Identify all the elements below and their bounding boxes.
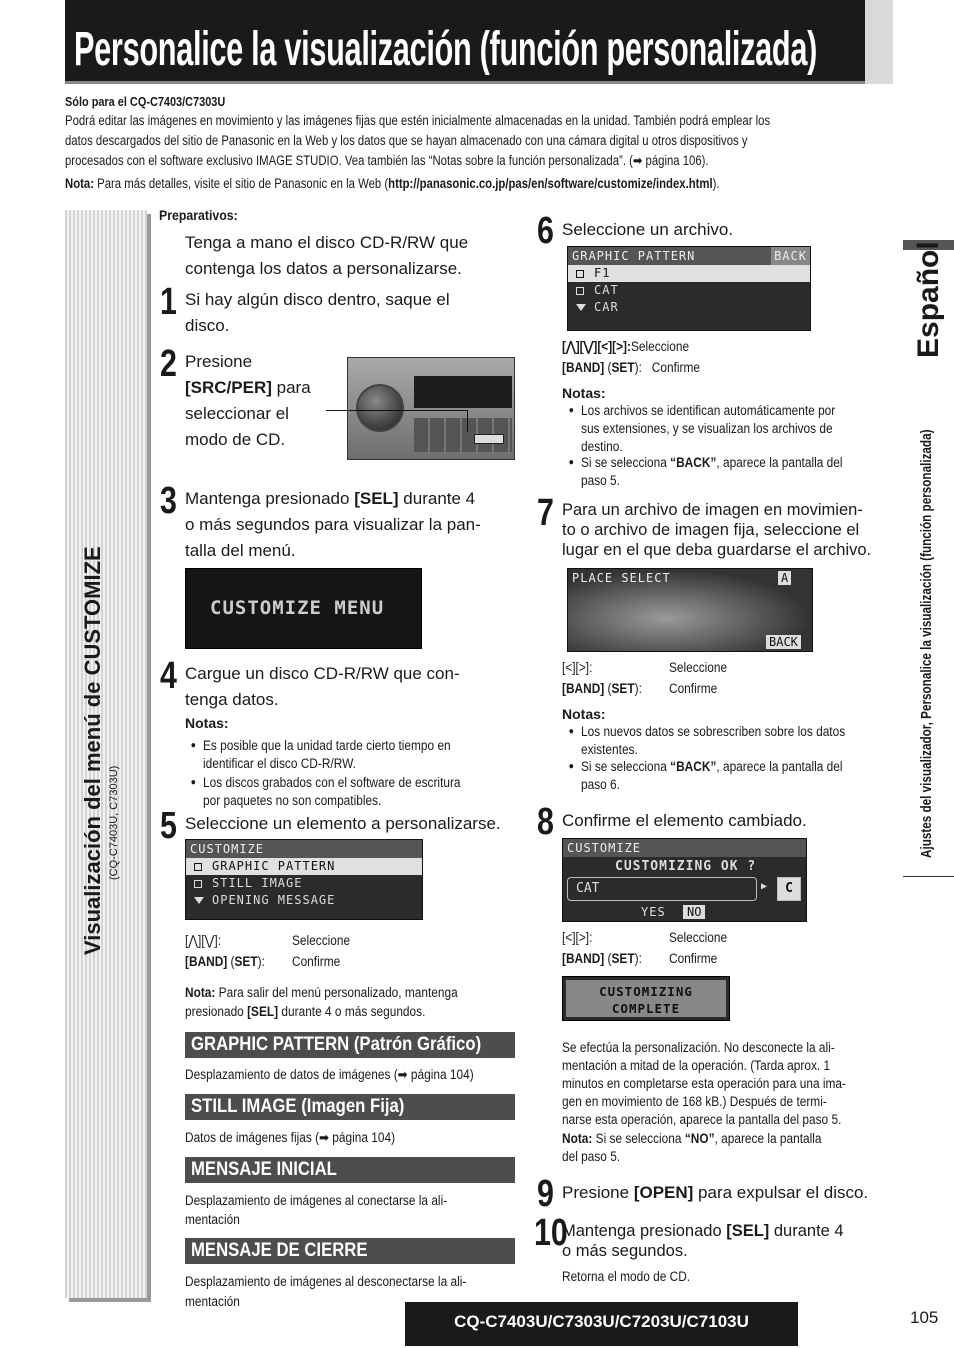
note-item: existentes. <box>581 742 638 757</box>
note-item: paso 6. <box>581 777 620 792</box>
slot-indicator: C <box>777 877 801 901</box>
section-text: Desplazamiento de datos de imágenes (➡ página 104) <box>185 1067 474 1082</box>
note: del paso 5. <box>562 1149 621 1164</box>
footer-models: CQ-C7403U/C7303U/C7203U/C7103U <box>405 1302 798 1346</box>
note-item: sus extensiones, y se visualizan los archivos de <box>581 421 833 436</box>
step-number: 1 <box>160 281 177 323</box>
complete-text: CUSTOMIZING <box>599 984 693 999</box>
sidebar-stripe <box>65 210 147 1298</box>
note-item: ● Si se selecciona “BACK”, aparece la pantalla del <box>581 758 843 776</box>
screen-header: CUSTOMIZE <box>563 839 806 857</box>
menu-item-opening-message[interactable]: OPENING MESSAGE <box>186 892 422 909</box>
customize-screen <box>185 839 423 920</box>
step-number: 6 <box>537 210 554 252</box>
src-per-button <box>474 434 504 444</box>
step-text: Mantenga presionado [SEL] durante 4 <box>185 489 476 508</box>
key-label: [BAND] (SET): Confirme <box>562 360 700 375</box>
intro-line: procesados con el software exclusivo IMAGE STUDIO. Vea también las “Notas sobre la función personalizada”. (➡ página 106). <box>65 153 709 168</box>
page-title: Personalice la visualización (función personalizada) <box>74 23 818 76</box>
note: presionado [SEL] durante 4 o más segundos. <box>185 1004 426 1019</box>
section-text: Desplazamiento de imágenes al conectarse la ali- <box>185 1193 448 1208</box>
intro-line: datos descargados del sitio de Panasonic en la Web y los datos que se hayan almacenado con una cámara digital u otros dispositivos y <box>65 133 748 148</box>
sidebar-title: Visualización del menú de CUSTOMIZE <box>80 546 105 955</box>
models-note: Sólo para el CQ-C7403/C7303U <box>65 94 226 109</box>
prep-text: contenga los datos a personalizarse. <box>185 259 462 278</box>
step-text: Si hay algún disco dentro, saque el <box>185 290 450 309</box>
section-still-image: STILL IMAGE (Imagen Fija) <box>185 1094 515 1120</box>
step-text: Presione <box>185 352 253 371</box>
page-number: 105 <box>910 1308 939 1327</box>
note-item: ● Los discos grabados con el software de escritura <box>203 774 461 792</box>
stereo-display <box>414 376 512 408</box>
step-number: 3 <box>160 480 177 522</box>
menu-item-still-image[interactable]: STILL IMAGE <box>186 875 422 892</box>
key-label: [<][>]: <box>562 930 593 945</box>
key-label: [<][>]: <box>562 660 593 675</box>
step-number: 2 <box>160 343 177 385</box>
prep-text: Tenga a mano el disco CD-R/RW que <box>185 233 469 252</box>
step-text: o más segundos para visualizar la pan- <box>185 515 481 534</box>
intro-note: Nota: Para más detalles, visite el sitio de Panasonic en la Web (http://panasonic.co.jp/pas/en/software/customize/index.html). <box>65 176 720 191</box>
step-text: lugar en el que deba guardarse el archivo. <box>562 541 872 559</box>
divider <box>903 876 954 877</box>
note-item: identificar el disco CD-R/RW. <box>203 756 356 771</box>
step-text: talla del menú. <box>185 541 296 560</box>
file-name-field: CAT <box>567 877 757 901</box>
step-text: Seleccione un elemento a personalizarse. <box>185 814 501 833</box>
confirm-screen <box>562 838 807 922</box>
intro-line: Podrá editar las imágenes en movimiento y las imágenes fijas que estén inicialmente almacenadas en la unidad. También podrá emplear los <box>65 113 771 128</box>
yes-option[interactable]: YES <box>641 905 666 919</box>
customize-menu-screen <box>185 568 422 649</box>
step-text: to o archivo de imagen fija, seleccione el <box>562 521 860 539</box>
step-text: modo de CD. <box>185 430 286 449</box>
back-button[interactable]: BACK <box>766 635 801 649</box>
complete-text: COMPLETE <box>611 1001 681 1016</box>
step-text: o más segundos. <box>562 1242 688 1260</box>
graphic-pattern-screen <box>567 246 811 331</box>
note-item: ● Es posible que la unidad tarde cierto tiempo en <box>203 737 451 755</box>
sidebar-models: (CQ-C7403U, C7303U) <box>108 765 120 880</box>
note-item: paso 5. <box>581 473 620 488</box>
step-number: 8 <box>537 801 554 843</box>
step-number: 4 <box>160 655 177 697</box>
key-action: Confirme <box>669 951 718 966</box>
key-action: Confirme <box>292 954 341 969</box>
section-text: mentación <box>185 1294 240 1309</box>
confirm-question: CUSTOMIZING OK ? <box>615 859 757 874</box>
key-label: [BAND] (SET): <box>562 681 642 696</box>
back-button[interactable]: BACK <box>771 247 810 265</box>
step-text: Seleccione un archivo. <box>562 220 734 239</box>
arrow-right-icon: ▶ <box>761 881 768 892</box>
section-text: mentación <box>185 1212 240 1227</box>
pointer-line <box>326 410 468 411</box>
paragraph: minutos en completarse esta operación para una ima- <box>562 1076 846 1091</box>
menu-item-graphic-pattern[interactable]: GRAPHIC PATTERN <box>186 858 422 875</box>
notes-label: Notas: <box>562 385 606 401</box>
slot-selector[interactable]: A <box>778 571 791 585</box>
stereo-illustration <box>347 357 515 460</box>
file-item-car[interactable]: CAR <box>568 299 810 316</box>
key-label: [⋀][⋁][<][>]:Seleccione <box>562 339 690 354</box>
note-item: por paquetes no son compatibles. <box>203 793 382 808</box>
step-text: Confirme el elemento cambiado. <box>562 811 807 830</box>
prep-label: Preparativos: <box>159 207 238 223</box>
place-select-screen <box>567 568 813 652</box>
step-text: Cargue un disco CD-R/RW que con- <box>185 664 460 683</box>
paragraph: Se efectúa la personalización. No desconecte la ali- <box>562 1040 835 1055</box>
screen-header: GRAPHIC PATTERN BACK <box>568 247 810 265</box>
no-option[interactable]: NO <box>683 905 705 919</box>
volume-knob <box>356 384 404 432</box>
step-number: 5 <box>160 805 177 847</box>
section-text: Desplazamiento de imágenes al desconectarse la ali- <box>185 1274 467 1289</box>
step-text: disco. <box>185 316 230 335</box>
paragraph: gen en movimiento de 168 kB.) Después de termi- <box>562 1094 827 1109</box>
language-label: Español <box>912 241 945 358</box>
screen-header: CUSTOMIZE <box>186 840 422 858</box>
screen-header: PLACE SELECT <box>572 571 671 585</box>
note-item: ● Si se selecciona “BACK”, aparece la pantalla del <box>581 454 843 472</box>
paragraph: mentación a mitad de la operación. (Tarda aprox. 1 <box>562 1058 831 1073</box>
notes-label: Notas: <box>562 706 606 722</box>
step-text: seleccionar el <box>185 404 289 423</box>
key-label: [⋀][⋁]: <box>185 933 221 948</box>
step-text: Para un archivo de imagen en movimien- <box>562 501 863 519</box>
title-tab <box>865 0 893 84</box>
section-label: Ajustes del visualizador, Personalice la visualización (función personalizada) <box>918 429 935 858</box>
key-label: [BAND] (SET): <box>185 954 265 969</box>
step-text: [SRC/PER] para <box>185 378 311 397</box>
section-text: Datos de imágenes fijas (➡ página 104) <box>185 1130 396 1145</box>
file-item-cat[interactable]: CAT <box>568 282 810 299</box>
key-action: Confirme <box>669 681 718 696</box>
step-text: tenga datos. <box>185 690 279 709</box>
notes-label: Notas: <box>185 715 229 731</box>
note-item: destino. <box>581 439 623 454</box>
note: Nota: Para salir del menú personalizado, mantenga <box>185 985 458 1000</box>
paragraph: narse esta operación, aparece la pantalla del paso 5. <box>562 1112 842 1127</box>
file-item-f1[interactable]: F1 <box>568 265 810 282</box>
note-item: ● Los nuevos datos se sobrescriben sobre los datos <box>581 723 845 741</box>
key-action: Seleccione <box>669 660 728 675</box>
step-text: Presione [OPEN] para expulsar el disco. <box>562 1183 869 1202</box>
note: Nota: Si se selecciona “NO”, aparece la pantalla <box>562 1131 822 1146</box>
key-action: Seleccione <box>292 933 351 948</box>
note-item: ● Los archivos se identifican automáticamente por <box>581 402 835 420</box>
complete-screen <box>562 976 730 1021</box>
step-number: 10 <box>534 1212 568 1254</box>
step-text: Mantenga presionado [SEL] durante 4 <box>562 1222 844 1240</box>
step-number: 7 <box>537 492 554 534</box>
key-label: [BAND] (SET): <box>562 951 642 966</box>
step-result: Retorna el modo de CD. <box>562 1269 691 1284</box>
screen-text: CUSTOMIZE MENU <box>210 597 385 619</box>
step-number: 9 <box>537 1173 554 1215</box>
section-closing-message: MENSAJE DE CIERRE <box>185 1238 515 1264</box>
pointer-line <box>467 410 468 432</box>
section-opening-message: MENSAJE INICIAL <box>185 1157 515 1183</box>
key-action: Seleccione <box>669 930 728 945</box>
section-graphic-pattern: GRAPHIC PATTERN (Patrón Gráfico) <box>185 1032 515 1058</box>
